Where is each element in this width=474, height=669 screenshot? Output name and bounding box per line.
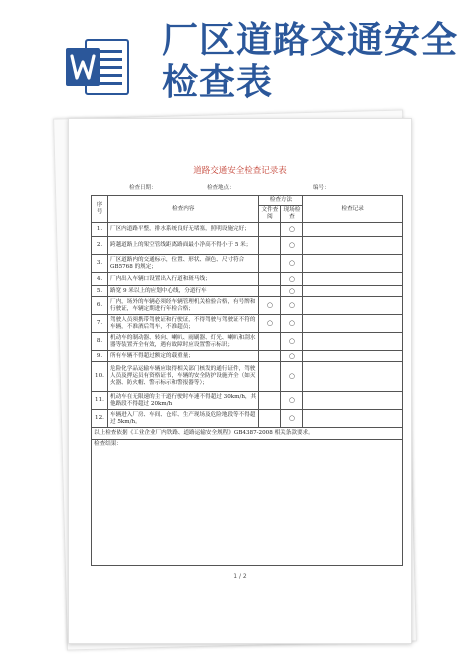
page-title: 厂区道路交通安全检查表	[162, 20, 459, 103]
onsite-check-mark: ○	[281, 333, 303, 351]
row-content: 车辆进入厂房、车间、仓库、生产现场及危险地段等不得超过 5km/h。	[107, 410, 258, 428]
record-cell	[303, 273, 403, 286]
record-cell	[303, 362, 403, 392]
onsite-check-mark: ○	[281, 315, 303, 333]
record-cell	[303, 351, 403, 362]
file-review-mark	[259, 410, 281, 428]
row-number: 10.	[92, 362, 108, 392]
table-row	[92, 351, 403, 362]
page-number: 1 / 2	[233, 573, 247, 580]
table-row	[92, 362, 403, 392]
table-row	[92, 237, 403, 255]
file-review-mark: ○	[259, 315, 281, 333]
onsite-check-mark: ○	[281, 255, 303, 273]
row-content: 所有车辆不得超过额定的载重量；	[107, 351, 258, 362]
header-file-review: 文件查阅	[259, 206, 281, 223]
row-number: 4.	[92, 273, 108, 286]
file-review-mark	[259, 255, 281, 273]
word-icon	[66, 38, 130, 96]
file-review-mark	[259, 392, 281, 410]
row-number: 6.	[92, 297, 108, 315]
file-review-mark	[259, 333, 281, 351]
number-label: 编号：	[313, 185, 330, 191]
header-onsite-check: 现场检查	[281, 206, 303, 223]
file-review-mark	[259, 223, 281, 237]
onsite-check-mark: ○	[281, 362, 303, 392]
row-number: 5.	[92, 286, 108, 297]
record-cell	[303, 392, 403, 410]
row-content: 危险化学品运输车辆应取得相关部门核发的通行证件，驾驶人员及押运员有资格证书，车辆的安全防护设施齐全（如灭火器、防火帽、警示标示和警报器等）；	[107, 362, 258, 392]
record-cell	[303, 333, 403, 351]
onsite-check-mark: ○	[281, 392, 303, 410]
row-number: 11.	[92, 392, 108, 410]
record-cell	[303, 255, 403, 273]
row-number: 8.	[92, 333, 108, 351]
record-cell	[303, 286, 403, 297]
row-number: 3.	[92, 255, 108, 273]
file-review-mark	[259, 237, 281, 255]
table-row	[92, 297, 403, 315]
document-page	[68, 118, 412, 644]
row-number: 12.	[92, 410, 108, 428]
basis-row	[92, 428, 403, 440]
date-label: 检查日期：	[129, 185, 157, 191]
record-cell	[303, 410, 403, 428]
header-seq: 序号	[92, 196, 108, 223]
header-row	[92, 196, 403, 206]
row-number: 9.	[92, 351, 108, 362]
onsite-check-mark: ○	[281, 273, 303, 286]
table-row	[92, 333, 403, 351]
header-content: 检查内容	[107, 196, 258, 223]
row-content: 厂区道路内的交通标示，位置、形状、颜色、尺寸符合 GB5768 的规定；	[107, 255, 258, 273]
onsite-check-mark: ○	[281, 223, 303, 237]
table-row	[92, 223, 403, 237]
table-row	[92, 255, 403, 273]
row-number: 1.	[92, 223, 108, 237]
header-method: 检查方法	[259, 196, 303, 206]
basis-text: 以上检查依据《工业企业厂内铁路、道路运输安全规程》GB4387-2008 相关条款要求。	[92, 428, 403, 440]
onsite-check-mark: ○	[281, 237, 303, 255]
table-row	[92, 273, 403, 286]
banner	[0, 0, 474, 118]
result-label: 检查结果：	[92, 440, 403, 566]
row-content: 机动车在无限速的主干道行驶时车速不得超过 30km/h，其他路段不得超过 20km/h	[107, 392, 258, 410]
row-content: 厂内，场外的车辆必须经车辆管理机关检验合格，有号牌和行驶证，车辆定期进行年检合格；	[107, 297, 258, 315]
onsite-check-mark: ○	[281, 410, 303, 428]
row-number: 7.	[92, 315, 108, 333]
row-content: 路宽 9 米以上的应划中心线，分道行车	[107, 286, 258, 297]
record-cell	[303, 315, 403, 333]
row-content: 厂内出入车辆口设置出入行道和斑马线；	[107, 273, 258, 286]
place-label: 检查地点：	[207, 185, 235, 191]
record-cell	[303, 297, 403, 315]
result-row	[92, 440, 403, 566]
record-cell	[303, 237, 403, 255]
table-row	[92, 392, 403, 410]
row-content: 跨越道路上的架空管线距离路面最小净高不得小于 5 米；	[107, 237, 258, 255]
onsite-check-mark: ○	[281, 286, 303, 297]
row-content: 机动车的制动器、转向、喇叭、雨刷器、灯光、喇叭和刮水器等装置齐全有效，遇有故障时应设置警示标识；	[107, 333, 258, 351]
document-title: 道路交通安全检查记录表	[193, 166, 287, 176]
file-review-mark	[259, 362, 281, 392]
file-review-mark	[259, 286, 281, 297]
header-record: 检查记录	[303, 196, 403, 223]
file-review-mark: ○	[259, 297, 281, 315]
table-row	[92, 315, 403, 333]
onsite-check-mark: ○	[281, 297, 303, 315]
row-content: 厂区内道路平整，排水系统良好无堵塞，照明设施完好；	[107, 223, 258, 237]
row-number: 2.	[92, 237, 108, 255]
table-row	[92, 410, 403, 428]
row-content: 驾驶人员须携带驾驶证和行驶证，不得驾驶与驾驶证不符的车辆，不准酒后驾车，不准超员；	[107, 315, 258, 333]
inspection-table	[91, 195, 403, 566]
record-cell	[303, 223, 403, 237]
file-review-mark	[259, 273, 281, 286]
table-row	[92, 286, 403, 297]
onsite-check-mark: ○	[281, 351, 303, 362]
file-review-mark	[259, 351, 281, 362]
